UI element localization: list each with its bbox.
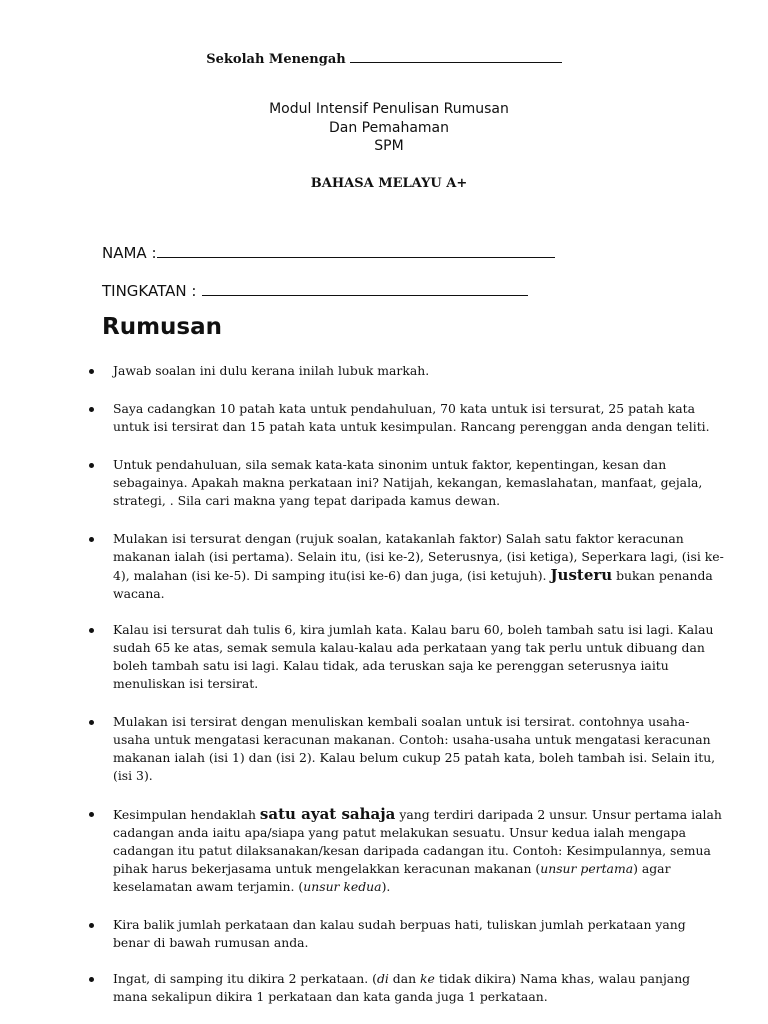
module-title — [0, 100, 768, 156]
nama-field — [102, 244, 555, 262]
module-title-line2: Dan Pemahaman — [329, 119, 449, 136]
list-item — [86, 916, 726, 952]
list-item — [86, 713, 726, 785]
italic-text: unsur pertama — [540, 861, 634, 876]
list-item-text: Kira balik jumlah perkataan dan kalau sudah berpuas hati, tuliskan jumlah perkataan yang benar di bawah rumusan anda. — [113, 917, 686, 950]
module-title-line1: Modul Intensif Penulisan Rumusan — [269, 101, 509, 117]
nama-label: NAMA : — [102, 244, 157, 262]
list-item-text: Jawab soalan ini dulu kerana inilah lubuk markah. — [113, 363, 430, 378]
list-item-text: Kesimpulan hendaklah — [113, 807, 256, 822]
list-item-text: Mulakan isi tersurat dengan (rujuk soalan, katakanlah faktor) Salah satu faktor keracunan makanan ialah (isi pertama). Selain itu, (isi ke-2), Seterusnya, (isi ketiga), Seperkara lagi, (isi ke-4), malahan (isi ke-5). Di samping itu(isi ke-6) dan juga, (isi ketujuh). — [113, 531, 724, 583]
bullet-icon — [89, 923, 94, 928]
bullet-icon — [89, 628, 94, 633]
list-item — [86, 621, 726, 693]
instruction-list — [86, 362, 726, 1006]
nama-blank-line — [157, 245, 555, 258]
list-item-text-end: ). — [381, 879, 391, 894]
bullet-icon — [89, 407, 94, 412]
tingkatan-field — [102, 282, 528, 300]
bullet-icon — [89, 812, 94, 817]
module-title-line3: SPM — [374, 138, 404, 154]
bullet-icon — [89, 463, 94, 468]
list-item — [86, 530, 726, 603]
italic-text: unsur kedua — [303, 879, 382, 894]
list-item — [86, 805, 726, 896]
list-item-text-end: tidak dikira) Nama khas, walau panjang mana sekalipun dikira 1 perkataan dan kata ganda juga 1 perkataan. — [113, 971, 691, 1004]
bullet-icon — [89, 720, 94, 725]
subject-title: BAHASA MELAYU A+ — [310, 176, 468, 191]
list-item-text: Untuk pendahuluan, sila semak kata-kata sinonim untuk faktor, kepentingan, kesan dan sebagainya. Apakah makna perkataan ini? Natijah, kekangan, kemaslahatan, manfaat, gejala, strategi, . Sila cari makna yang tepat daripada kamus dewan. — [113, 457, 703, 508]
list-item — [86, 400, 726, 436]
italic-text: ke — [420, 971, 435, 986]
tingkatan-blank-line — [202, 283, 528, 296]
list-item — [86, 970, 726, 1006]
bullet-icon — [89, 369, 94, 374]
section-heading: Rumusan — [102, 314, 223, 340]
school-label: Sekolah Menengah — [206, 52, 346, 67]
list-item-text: Ingat, di samping itu dikira 2 perkataan. ( — [113, 971, 377, 986]
school-line — [0, 50, 768, 67]
list-item-text: Mulakan isi tersirat dengan menuliskan kembali soalan untuk isi tersirat. contohnya usaha-usaha untuk mengatasi keracunan makanan. Contoh: usaha-usaha untuk mengatasi keracunan makanan ialah (isi 1) dan (isi 2). Kalau belum cukup 25 patah kata, boleh tambah isi. Selain itu, (isi 3). — [113, 714, 716, 783]
list-item-text-mid: dan — [388, 971, 421, 986]
italic-text: di — [376, 971, 389, 986]
tingkatan-label: TINGKATAN : — [102, 282, 197, 300]
list-item-text-tail: bukan penanda wacana. — [113, 568, 713, 601]
school-blank-line — [350, 50, 562, 63]
bullet-icon — [89, 977, 94, 982]
list-item — [86, 456, 726, 510]
list-item-text-middle: yang terdiri daripada 2 unsur. Unsur pertama ialah cadangan anda iaitu apa/siapa yang patut melakukan sesuatu. Unsur kedua ialah mengapa cadangan itu patut dilaksanakan/kesan daripada cadangan itu. Contoh: Kesimpulannya, semua pihak harus bekerjasama untuk mengelakkan keracunan makanan ( — [113, 807, 722, 876]
emphasis-text: Justeru — [550, 566, 613, 584]
list-item-text: Kalau isi tersurat dah tulis 6, kira jumlah kata. Kalau baru 60, boleh tambah satu isi lagi. Kalau sudah 65 ke atas, semak semula kalau-kalau ada perkataan yang tak perlu untuk dibuang dan boleh tambah satu isi lagi. Kalau tidak, ada teruskan saja ke perenggan seterusnya iaitu menuliskan isi tersirat. — [113, 622, 714, 691]
bullet-icon — [89, 537, 94, 542]
list-item — [86, 362, 726, 380]
list-item-text: Saya cadangkan 10 patah kata untuk pendahuluan, 70 kata untuk isi tersurat, 25 patah kata untuk isi tersirat dan 15 patah kata untuk kesimpulan. Rancang perenggan anda dengan teliti. — [113, 401, 710, 434]
emphasis-text: satu ayat sahaja — [259, 805, 396, 823]
list-item-text-after: ) agar keselamatan awam terjamin. ( — [113, 861, 671, 894]
